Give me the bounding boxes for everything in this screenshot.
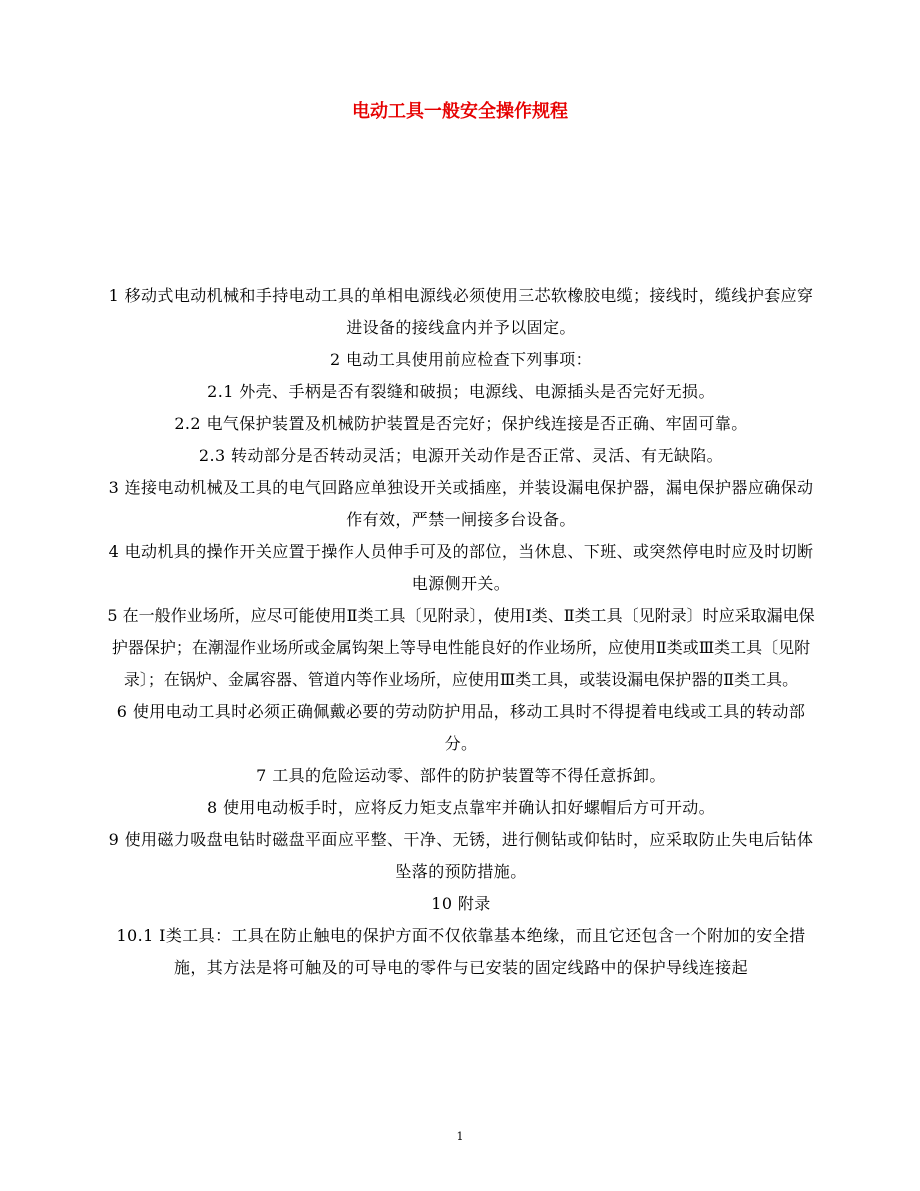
page-title: 电动工具一般安全操作规程 xyxy=(352,101,568,122)
paragraph-3: 3 连接电动机械及工具的电气回路应单独设开关或插座，并装设漏电保护器，漏电保护器应确保动作有效，严禁一闸接多台设备。 xyxy=(108,478,814,529)
page-number: 1 xyxy=(456,1130,464,1143)
document-body xyxy=(105,280,817,984)
paragraph-1: 1 移动式电动机械和手持电动工具的单相电源线必须使用三芯软橡胶电缆；接线时，缆线护套应穿进设备的接线盒内并予以固定。 xyxy=(108,286,814,337)
paragraph-2: 2 电动工具使用前应检查下列事项： xyxy=(329,350,593,369)
paragraph-5: 5 在一般作业场所，应尽可能使用Ⅱ类工具〔见附录〕，使用Ⅰ类、Ⅱ类工具〔见附录〕时应采取漏电保护器保护；在潮湿作业场所或金属钩架上等导电性能良好的作业场所，应使用Ⅱ类或Ⅲ类工具〔见附录〕；在锅炉、金属容器、管道内等作业场所，应使用Ⅲ类工具，或装设漏电保护器的Ⅱ类工具。 xyxy=(107,606,815,689)
paragraph-2-1: 2.1 外壳、手柄是否有裂缝和破损；电源线、电源插头是否完好无损。 xyxy=(207,382,715,401)
paragraph-4: 4 电动机具的操作开关应置于操作人员伸手可及的部位，当休息、下班、或突然停电时应及时切断电源侧开关。 xyxy=(108,542,814,593)
paragraph-10-1: 10.1 Ⅰ类工具：工具在防止触电的保护方面不仅依靠基本绝缘，而且它还包含一个附加的安全措施，其方法是将可触及的可导电的零件与已安装的固定线路中的保护导线连接起 xyxy=(116,926,806,977)
paragraph-2-3: 2.3 转动部分是否转动灵活；电源开关动作是否正常、灵活、有无缺陷。 xyxy=(198,446,724,465)
paragraph-9: 9 使用磁力吸盘电钻时磁盘平面应平整、干净、无锈，进行侧钻或仰钻时，应采取防止失电后钻体坠落的预防措施。 xyxy=(108,830,814,881)
paragraph-7: 7 工具的危险运动零、部件的防护装置等不得任意拆卸。 xyxy=(256,766,666,785)
paragraph-10-appendix: 10 附录 xyxy=(431,894,491,913)
paragraph-6: 6 使用电动工具时必须正确佩戴必要的劳动防护用品，移动工具时不得提着电线或工具的转动部分。 xyxy=(116,702,806,753)
paragraph-2-2: 2.2 电气保护装置及机械防护装置是否完好；保护线连接是否正确、牢固可靠。 xyxy=(174,414,748,433)
paragraph-8: 8 使用电动板手时，应将反力矩支点靠牢并确认扣好螺帽后方可开动。 xyxy=(206,798,716,817)
